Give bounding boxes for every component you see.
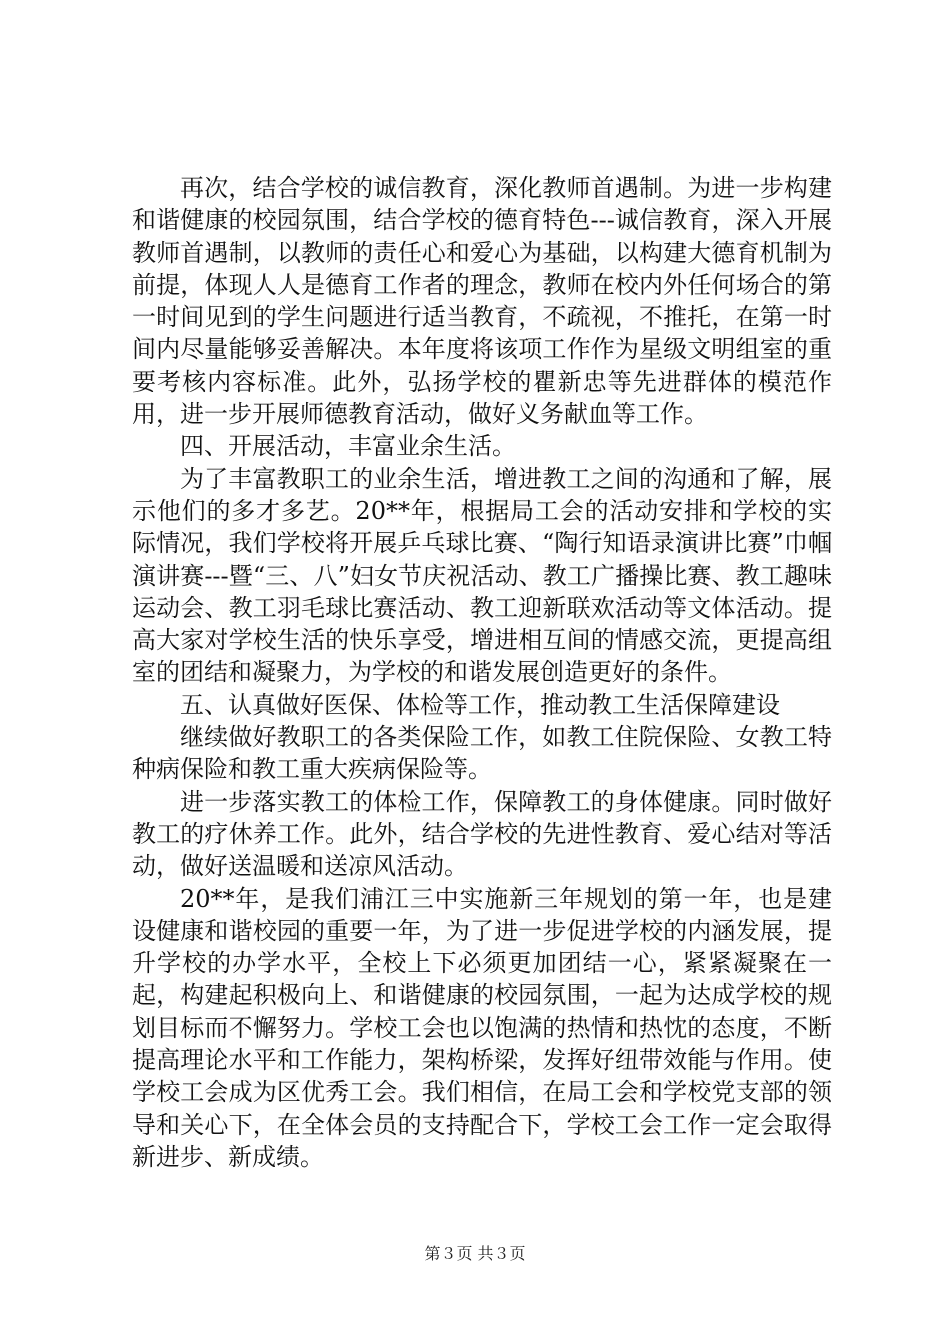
heading-section-five: 五、认真做好医保、体检等工作，推动教工生活保障建设 <box>180 690 780 719</box>
heading-section-four: 四、开展活动，丰富业余生活。 <box>180 432 516 461</box>
paragraph-health-check: 进一步落实教工的体检工作，保障教工的身体健康。同时做好教工的疗休养工作。此外，结合学校的先进性教育、爱心结对等活动，做好送温暖和送凉风活动。 <box>132 787 832 881</box>
paragraph-activities: 为了丰富教职工的业余生活，增进教工之间的沟通和了解，展示他们的多才多艺。20**年，根据局工会的活动安排和学校的实际情况，我们学校将开展乒乓球比赛、“陶行知语录演讲比赛”巾帼演讲赛---暨“三、八”妇女节庆祝活动、教工广播操比赛、教工趣味运动会、教工羽毛球比赛活动、教工迎新联欢活动等文体活动。提高大家对学校生活的快乐享受，增进相互间的情感交流，更提高组室的团结和凝聚力，为学校的和谐发展创造更好的条件。 <box>132 464 832 687</box>
document-body <box>132 172 832 1173</box>
paragraph-sincerity-education: 再次，结合学校的诚信教育，深化教师首遇制。为进一步构建和谐健康的校园氛围，结合学校的德育特色---诚信教育，深入开展教师首遇制，以教师的责任心和爱心为基础，以构建大德育机制为前提，体现人人是德育工作者的理念，教师在校内外任何场合的第一时间见到的学生问题进行适当教育，不疏视，不推托，在第一时间内尽量能够妥善解决。本年度将该项工作作为星级文明组室的重要考核内容标准。此外，弘扬学校的瞿新忠等先进群体的模范作用，进一步开展师德教育活动，做好义务献血等工作。 <box>132 174 832 429</box>
page-footer: 第３页 共３页 <box>424 1244 526 1263</box>
paragraph-conclusion: 20**年，是我们浦江三中实施新三年规划的第一年，也是建设健康和谐校园的重要一年，为了进一步促进学校的内涵发展，提升学校的办学水平，全校上下必须更加团结一心，紧紧凝聚在一起，构建起积极向上、和谐健康的校园氛围，一起为达成学校的规划目标而不懈努力。学校工会也以饱满的热情和热忱的态度，不断提高理论水平和工作能力，架构桥梁，发挥好纽带效能与作用。使学校工会成为区优秀工会。我们相信，在局工会和学校党支部的领导和关心下，在全体会员的支持配合下，学校工会工作一定会取得新进步、新成绩。 <box>132 884 832 1171</box>
paragraph-insurance: 继续做好教职工的各类保险工作，如教工住院保险、女教工特种病保险和教工重大疾病保险等。 <box>132 723 832 784</box>
